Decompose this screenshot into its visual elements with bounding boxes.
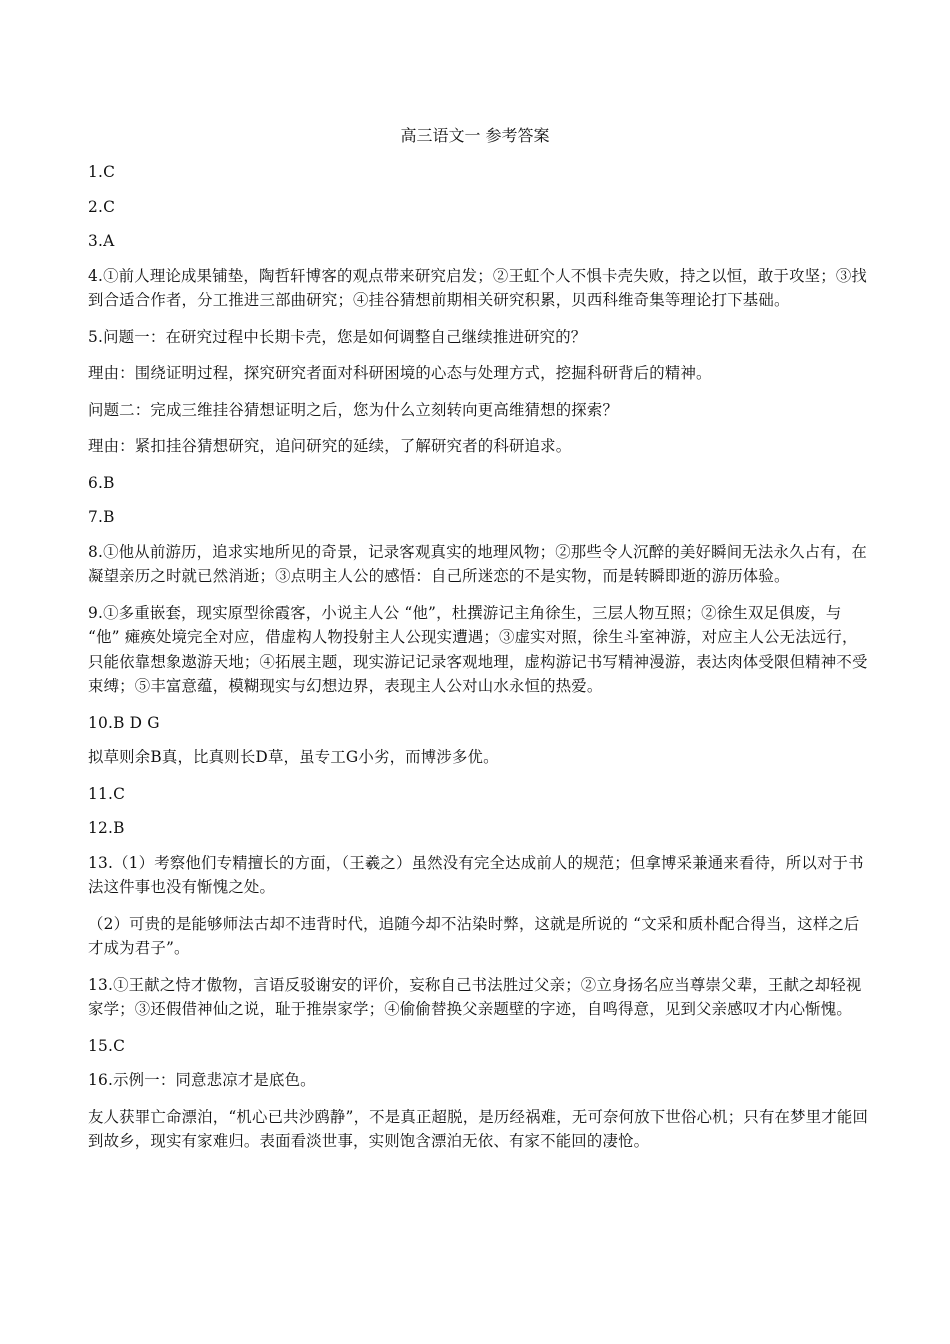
answer-5-reason-2: 理由：紧扣挂谷猜想研究，追问研究的延续，了解研究者的科研追求。 (88, 437, 572, 455)
answer-13-part-2: （2）可贵的是能够师法古却不违背时代，追随今却不沾染时弊，这就是所说的 “文采和质朴配合得当，这样之后才成为君子”。 (88, 914, 860, 957)
answer-4: 4.①前人理论成果铺垫，陶哲轩博客的观点带来研究启发；②王虹个人不惧卡壳失败，持之以恒，敢于攻坚；③找到合适合作者，分工推进三部曲研究；④挂谷猜想前期相关研究积累，贝西科维奇集等理论打下基础。 (88, 266, 868, 309)
answer-2: 2.C (88, 197, 116, 216)
answer-8: 8.①他从前游历，追求实地所见的奇景，记录客观真实的地理风物；②那些令人沉醉的美好瞬间无法永久占有，在凝望亲历之时就已然消逝；③点明主人公的感悟：自己所迷恋的不是实物，而是转瞬即逝的游历体验。 (88, 542, 868, 585)
answer-16-example: 16.示例一：同意悲凉才是底色。 (88, 1071, 316, 1089)
answer-15: 15.C (88, 1036, 126, 1055)
answer-5-question-1: 5.问题一：在研究过程中长期卡壳，您是如何调整自己继续推进研究的？ (88, 327, 587, 346)
answer-5-reason-1: 理由：围绕证明过程，探究研究者面对科研困境的心态与处理方式，挖掘科研背后的精神。 (88, 364, 712, 382)
answer-5-question-2: 问题二：完成三维挂谷猜想证明之后，您为什么立刻转向更高维猜想的探索？ (88, 400, 619, 419)
answer-3: 3.A (88, 232, 115, 250)
answer-10-text: 拟草则余B真，比真则长D草，虽专工G小劣，而博涉多优。 (88, 748, 499, 766)
answer-list (88, 160, 870, 1166)
answer-10: 10.B D G (88, 713, 160, 732)
answer-14: 13.①王献之恃才傲物，言语反驳谢安的评价，妄称自己书法胜过父亲；②立身扬名应当尊崇父辈，王献之却轻视家学；③还假借神仙之说，耻于推崇家学；④偷偷替换父亲题壁的字迹，自鸣得意，见到父亲感叹才内心惭愧。 (88, 975, 862, 1018)
answer-9: 9.①多重嵌套，现实原型徐霞客，小说主人公 “他”，杜撰游记主角徐生，三层人物互照；②徐生双足俱废，与 “他” 瘫痪处境完全对应，借虚构人物投射主人公现实遭遇；③虚实对照，徐生斗室神游，对应主人公无法远行，只能依靠想象遨游天地；④拓展主题，现实游记记录客观地理，虚构游记书写精神漫游，表达肉体受限但精神不受束缚；⑤丰富意蕴，模糊现实与幻想边界，表现主人公对山水永恒的热爱。 (88, 603, 868, 695)
answer-16-text: 友人获罪亡命漂泊，“机心已共沙鸥静”，不是真正超脱，是历经祸难，无可奈何放下世俗心机；只有在梦里才能回到故乡，现实有家难归。表面看淡世事，实则饱含漂泊无依、有家不能回的凄怆。 (88, 1107, 869, 1150)
answer-1: 1.C (88, 163, 116, 181)
answer-7: 7.B (88, 508, 115, 526)
answer-11: 11.C (88, 784, 126, 803)
answer-6: 6.B (88, 473, 115, 492)
answer-13-part-1: 13.（1）考察他们专精擅长的方面，（王羲之）虽然没有完全达成前人的规范；但拿博采兼通来看待，所以对于书法这件事也没有惭愧之处。 (88, 853, 864, 896)
answer-12: 12.B (88, 819, 125, 837)
page-title: 高三语文一 参考答案 (400, 126, 550, 145)
